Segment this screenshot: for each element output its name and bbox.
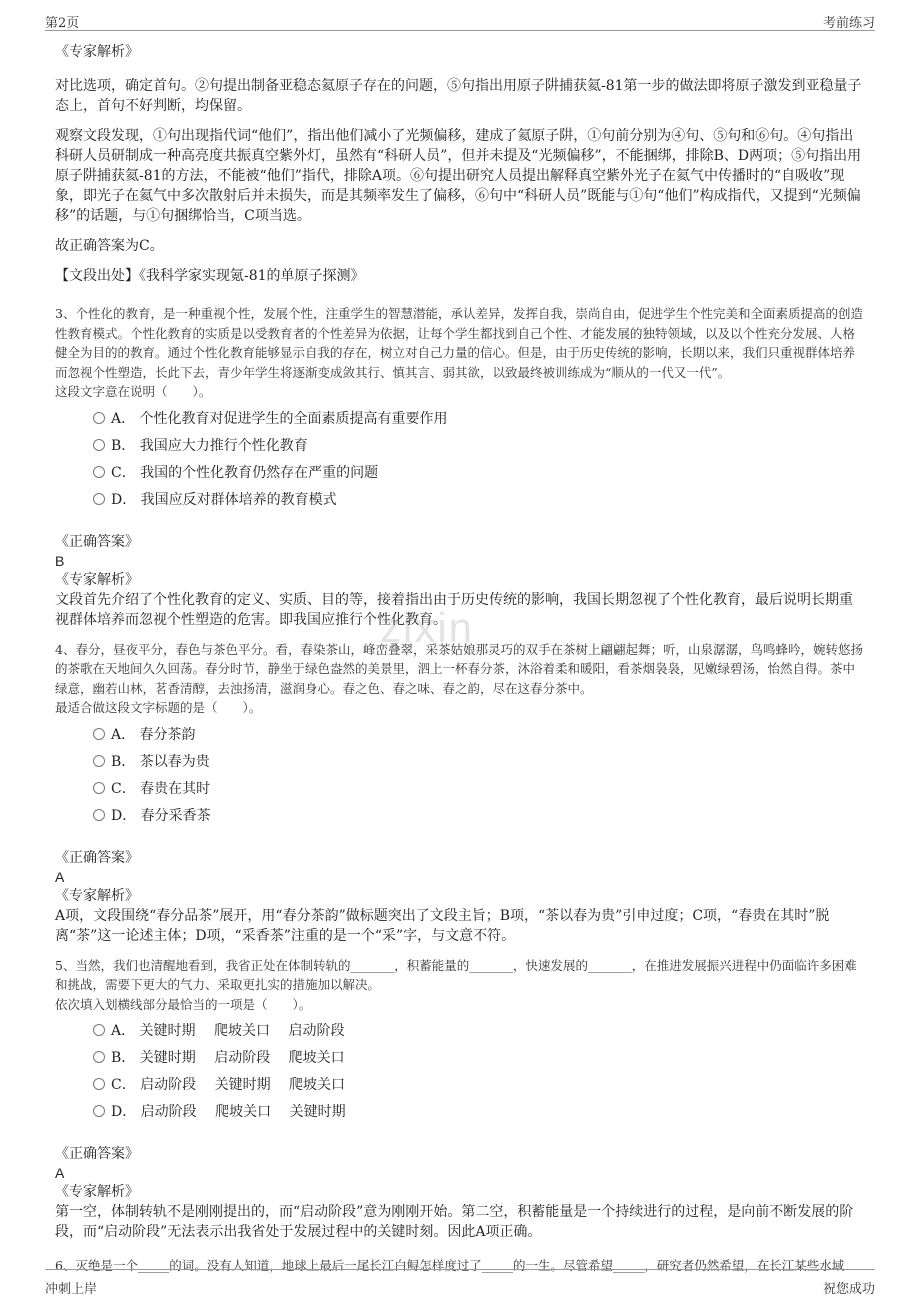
option-c[interactable] xyxy=(93,776,863,803)
option-b[interactable] xyxy=(93,749,863,776)
correct-answer: A xyxy=(55,1165,65,1181)
expert-analysis-label: 《专家解析》 xyxy=(55,887,139,904)
option-c[interactable] xyxy=(93,1072,863,1099)
option-d[interactable] xyxy=(93,1099,863,1126)
analysis-paragraph-2: 观察文段发现，①句出现指代词“他们”，指出他们减小了光频偏移，建成了氦原子阱，①句前分别为④句、⑤句和⑥句。④句指出科研人员研制成一种高亮度共振真空紫外灯，虽然有“科研人员”，但并未提及“光频偏移”，不能捆绑，排除B、D两项；⑤句指出用原子阱捕获氦-81的方法，不能被“他们”指代，排除A项。⑥句提出研究人员提出解释真空紫外光子在氦气中传播时的“自吸收”现象，即光子在氦气中多次散射后并未损失，而是其频率发生了偏移，⑥句中“科研人员”既能与①句“他们”构成指代，又提到“光频偏移”的话题，与①句捆绑恰当，C项当选。 xyxy=(55,128,862,224)
option-c[interactable] xyxy=(93,460,863,487)
option-label: D． 春分采香茶 xyxy=(111,807,211,824)
correct-answer-label: 《正确答案》 xyxy=(55,849,139,866)
expert-analysis-label: 《专家解析》 xyxy=(55,1184,139,1200)
option-label: D． 我国应反对群体培养的教育模式 xyxy=(111,491,337,508)
footer-left-text: 冲刺上岸 xyxy=(45,1282,98,1297)
option-label: A． 个性化教育对促进学生的全面素质提高有重要作用 xyxy=(111,410,448,427)
question-block xyxy=(55,956,863,1243)
source-citation: 【文段出处】《我科学家实现氪-81的单原子探测》 xyxy=(55,268,365,284)
option-label: B． 关键时期 启动阶段 爬坡关口 xyxy=(111,1050,345,1066)
option-b[interactable] xyxy=(93,433,863,460)
radio-icon[interactable] xyxy=(93,755,105,767)
question-block xyxy=(55,304,863,630)
option-b[interactable] xyxy=(93,1045,863,1072)
header-title: 考前练习 xyxy=(822,16,875,31)
option-label: A． 春分茶韵 xyxy=(111,726,196,743)
option-label: B． 我国应大力推行个性化教育 xyxy=(111,437,308,454)
footer-right-text: 祝您成功 xyxy=(822,1282,875,1297)
question-text: 5、当然，我们也清醒地看到，我省正处在体制转轨的_______，积蓄能量的_______，快速发展的_______，在推进发展振兴进程中仍面临许多困难和挑战，需要下更大的气力、采取更扎实的措施加以解决。 xyxy=(55,957,857,992)
option-list xyxy=(93,1018,863,1126)
radio-icon[interactable] xyxy=(93,809,105,821)
radio-icon[interactable] xyxy=(93,412,105,424)
expert-analysis-label: 《专家解析》 xyxy=(55,44,139,60)
option-list xyxy=(93,722,863,830)
question-prompt: 依次填入划横线部分最恰当的一项是（ ）。 xyxy=(55,996,312,1012)
analysis-text: 第一空，体制转轨不是刚刚提出的，而“启动阶段”意为刚刚开始。第二空，积蓄能量是一个持续进行的过程，是向前不断发展的阶段，而“启动阶段”无法表示出我省处于发展过程中的关键时刻。因此A项正确。 xyxy=(55,1204,854,1240)
radio-icon[interactable] xyxy=(93,782,105,794)
radio-icon[interactable] xyxy=(93,1024,105,1036)
analysis-text: A项，文段围绕“春分品茶”展开，用“春分茶韵”做标题突出了文段主旨；B项，“茶以春为贵”引申过度；C项，“春贵在其时”脱离“茶”这一论述主体；D项，“采香茶”注重的是一个“采”字，与文意不符。 xyxy=(55,907,830,944)
option-label: C． 春贵在其时 xyxy=(111,780,211,797)
option-list xyxy=(93,406,863,514)
correct-answer-label: 《正确答案》 xyxy=(55,533,139,550)
page-content xyxy=(55,42,863,1276)
option-label: C． 我国的个性化教育仍然存在严重的问题 xyxy=(111,464,379,481)
analysis-paragraph-1: 对比选项，确定首句。②句提出制备亚稳态氦原子存在的问题，⑤句指出用原子阱捕获氦-81第一步的做法即将原子激发到亚稳量子态上，首句不好判断，均保留。 xyxy=(55,78,862,114)
option-a[interactable] xyxy=(93,722,863,749)
radio-icon[interactable] xyxy=(93,728,105,740)
radio-icon[interactable] xyxy=(93,1078,105,1090)
analysis-conclusion: 故正确答案为C。 xyxy=(55,238,164,254)
radio-icon[interactable] xyxy=(93,1105,105,1117)
question-prompt: 最适合做这段文字标题的是（ ）。 xyxy=(55,700,262,715)
correct-answer: A xyxy=(55,868,65,885)
question-text: 4、春分，昼夜平分，春色与茶色平分。看，春染茶山，峰峦叠翠，采茶姑娘那灵巧的双手在茶树上翩翩起舞；听，山泉潺潺，鸟鸣蜂吟，婉转悠扬的茶歌在天地间久久回荡。春分时节，静坐于绿色盎然的美景里，泗上一杯春分茶，沐浴着柔和暖阳，看茶烟袅袅，见嫩绿碧汤，怡然自得。茶中绿意，幽若山林，茗香清醇，去浊扬清，滋润身心。春之色、春之味、春之韵，尽在这春分茶中。 xyxy=(55,641,863,696)
option-a[interactable] xyxy=(93,1018,863,1045)
correct-answer-label: 《正确答案》 xyxy=(55,1146,139,1162)
watermark: zixin xyxy=(380,604,475,651)
question-text: 3、个性化的教育，是一种重视个性，发展个性，注重学生的智慧潜能，承认差异，发挥自我，崇尚自由，促进学生个性完美和全面素质提高的创造性教育模式。个性化教育的实质是以受教育者的个性差异为依据，让每个学生都找到自己个性、才能发展的独特领域，以及以个性充分发展、人格健全为目的的教育。通过个性化教育能够显示自我的存在，树立对自己力量的信心。但是，由于历史传统的影响，长期以来，我们只重视群体培养而忽视个性塑造，长此下去，青少年学生将逐渐变成敛其行、慎其言、弱其欲，以致最终被训练成为“顺从的一代又一代”。 xyxy=(55,306,863,380)
radio-icon[interactable] xyxy=(93,466,105,478)
expert-analysis-label: 《专家解析》 xyxy=(55,571,139,588)
option-label: B． 茶以春为贵 xyxy=(111,753,210,770)
correct-answer: B xyxy=(55,552,65,569)
analysis-text: 文段首先介绍了个性化教育的定义、实质、目的等，接着指出由于历史传统的影响，我国长期忽视了个性化教育，最后说明长期重视群体培养而忽视个性塑造的危害。即我国应推行个性化教育。 xyxy=(55,591,853,628)
page-number: 第2页 xyxy=(45,16,80,31)
page-header xyxy=(45,0,875,31)
question-block xyxy=(55,640,863,946)
radio-icon[interactable] xyxy=(93,493,105,505)
question-prompt: 这段文字意在说明（ ）。 xyxy=(55,384,212,399)
option-label: C． 启动阶段 关键时期 爬坡关口 xyxy=(111,1077,346,1093)
question-text-partial: 6、灭绝是一个_____的词。没有人知道，地球上最后一尾长江白鲟怎样度过了_____的一生。尽管希望_____，研究者仍然希望，在长江某些水域 xyxy=(55,1258,845,1273)
option-d[interactable] xyxy=(93,487,863,514)
radio-icon[interactable] xyxy=(93,1051,105,1063)
page-footer xyxy=(45,1269,875,1302)
option-label: D． 启动阶段 爬坡关口 关键时期 xyxy=(111,1104,346,1120)
option-d[interactable] xyxy=(93,803,863,830)
option-label: A． 关键时期 爬坡关口 启动阶段 xyxy=(111,1023,345,1039)
option-a[interactable] xyxy=(93,406,863,433)
radio-icon[interactable] xyxy=(93,439,105,451)
